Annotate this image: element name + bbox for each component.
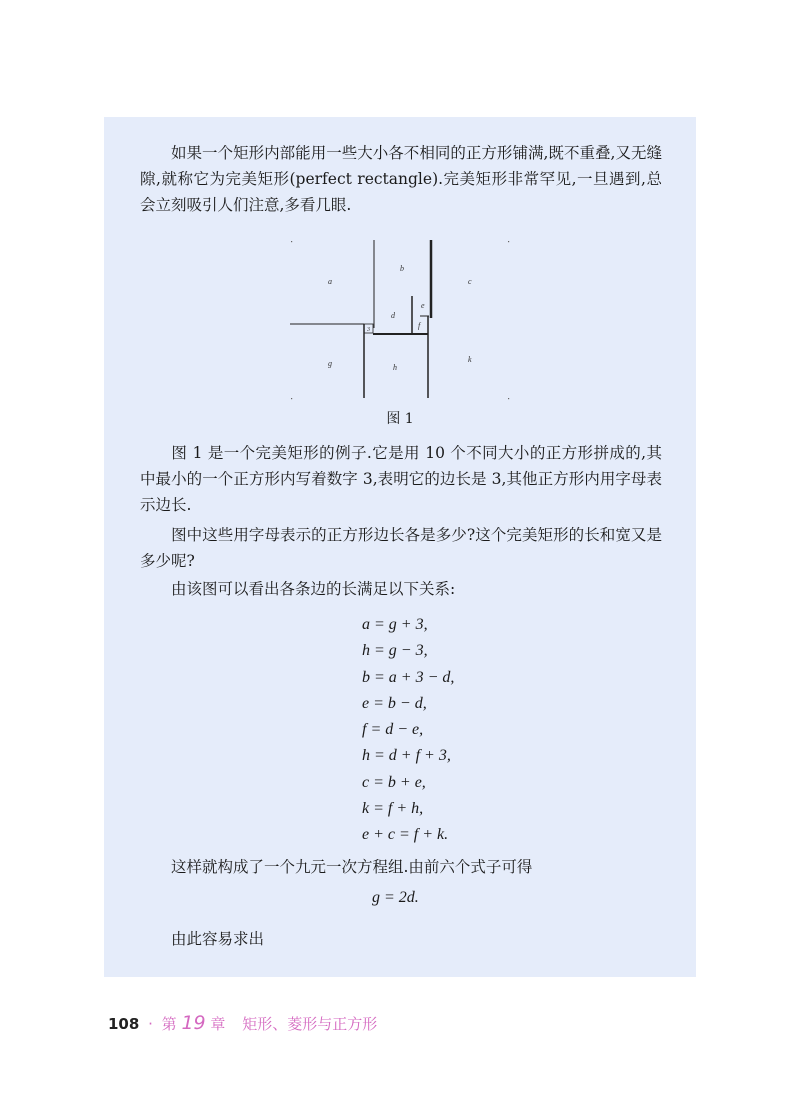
paragraph-intro: 如果一个矩形内部能用一些大小各不相同的正方形铺满,既不重叠,又无缝隙,就称它为完美矩形(perfect rectangle).完美矩形非常罕见,一旦遇到,总会立刻吸引人们注意,多看几眼. bbox=[140, 144, 662, 214]
equation-3: b = a + 3 − d, bbox=[362, 668, 455, 686]
label-e: e bbox=[421, 301, 425, 310]
chapter-title: 矩形、菱形与正方形 bbox=[242, 1015, 378, 1033]
label-c: c bbox=[468, 277, 472, 286]
equation-g: g = 2d. bbox=[372, 889, 419, 906]
paragraph-example: 图 1 是一个完美矩形的例子.它是用 10 个不同大小的正方形拼成的,其中最小的一个正方形内写着数字 3,表明它的边长是 3,其他正方形内用字母表示边长. bbox=[140, 444, 662, 514]
label-three: 3 bbox=[367, 327, 370, 333]
paragraph-relations: 由该图可以看出各条边的长满足以下关系: bbox=[171, 580, 456, 598]
equation-7: c = b + e, bbox=[362, 773, 426, 791]
equation-8: k = f + h, bbox=[362, 800, 424, 818]
label-f: f bbox=[418, 321, 421, 330]
figure-caption: 图 1 bbox=[386, 411, 414, 427]
page-footer bbox=[108, 1012, 377, 1034]
label-g: g bbox=[328, 359, 332, 368]
chapter-suffix: 章 bbox=[210, 1015, 226, 1033]
equation-9: e + c = f + k. bbox=[362, 826, 449, 844]
equation-1: a = g + 3, bbox=[362, 616, 428, 633]
paragraph-solve: 由此容易求出 bbox=[171, 930, 265, 948]
chapter-prefix: 第 bbox=[161, 1015, 177, 1033]
label-b: b bbox=[400, 264, 404, 273]
label-a: a bbox=[328, 277, 332, 286]
equation-6: h = d + f + 3, bbox=[362, 747, 451, 765]
paragraph-question: 图中这些用字母表示的正方形边长各是多少?这个完美矩形的长和宽又是多少呢? bbox=[140, 526, 662, 570]
paragraph-system: 这样就构成了一个九元一次方程组.由前六个式子可得 bbox=[171, 858, 533, 876]
equation-system bbox=[362, 612, 454, 849]
footer-separator: · bbox=[148, 1015, 153, 1033]
label-h: h bbox=[393, 363, 397, 372]
equation-5: f = d − e, bbox=[362, 721, 424, 739]
label-k: k bbox=[468, 355, 472, 364]
chapter-number: 19 bbox=[181, 1012, 206, 1034]
page-number: 108 bbox=[108, 1015, 140, 1033]
perfect-rectangle-figure bbox=[288, 238, 513, 403]
equation-2: h = g − 3, bbox=[362, 642, 428, 660]
equation-4: e = b − d, bbox=[362, 694, 427, 712]
label-d: d bbox=[391, 311, 395, 320]
